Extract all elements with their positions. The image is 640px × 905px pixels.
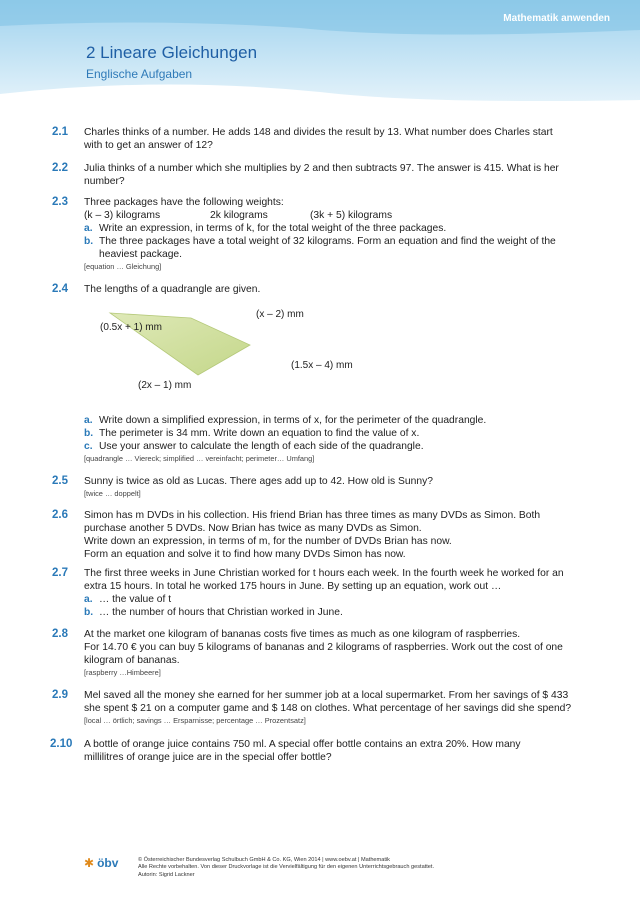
task-number: 2.4: [52, 283, 68, 295]
subtask-a: [84, 414, 584, 427]
glossary: [quadrangle … Viereck; simplified … vereinfacht; perimeter… Umfang]: [84, 454, 315, 463]
task-text-line: Form an equation and solve it to find how many DVDs Simon has now.: [84, 549, 406, 560]
task-number: 2.7: [52, 567, 68, 579]
quadrangle-diagram: [84, 305, 384, 405]
side-label-bottom: (2x – 1) mm: [138, 380, 192, 391]
copyright-notice: [138, 857, 434, 879]
task-text-line: The first three weeks in June Christian worked for t hours each week. In the fourth week he worked for an: [84, 568, 564, 579]
copyright-line: © Österreichischer Bundesverlag Schulbuch GmbH & Co. KG, Wien 2014 | www.oebv.at | Mathematik: [138, 857, 390, 863]
subtask-text: … the number of hours that Christian worked in June.: [99, 607, 343, 618]
task-number: 2.1: [52, 126, 68, 138]
task-text-line: At the market one kilogram of bananas costs five times as much as one kilogram of raspberries.: [84, 629, 521, 640]
task-number: 2.3: [52, 196, 68, 208]
subtask-text-line: heaviest package.: [99, 249, 183, 260]
side-label-right: (1.5x – 4) mm: [291, 360, 353, 371]
glossary: [local … örtlich; savings … Ersparnisse; percentage … Prozentsatz]: [84, 716, 306, 725]
weights-row: [84, 209, 584, 222]
task-number: 2.10: [50, 738, 73, 750]
task-text-line: Charles thinks of a number. He adds 148 and divides the result by 13. What number does Charles start: [84, 127, 553, 138]
subtask-a: [84, 593, 584, 606]
task-text-line: kilogram of bananas.: [84, 655, 180, 666]
weight-1: (k – 3) kilograms: [84, 210, 161, 221]
task-number: 2.2: [52, 162, 68, 174]
task-text-line: Simon has m DVDs in his collection. His friend Brian has three times as many DVDs as Simon. Both: [84, 510, 541, 521]
task-number: 2.5: [52, 475, 68, 487]
page-title: 2 Lineare Gleichungen: [86, 43, 258, 62]
task-number: 2.6: [52, 509, 68, 521]
subtask-text: Use your answer to calculate the length of each side of the quadrangle.: [99, 441, 424, 452]
logo-text: öbv: [97, 856, 119, 870]
side-label-top: (x – 2) mm: [256, 309, 304, 320]
task-text-line: A bottle of orange juice contains 750 ml. A special offer bottle contains an extra 20%. How many: [84, 739, 521, 750]
task-text-line: Write down an expression, in terms of m, for the number of DVDs Brian has now.: [84, 536, 452, 547]
subtask-text: The perimeter is 34 mm. Write down an equation to find the value of x.: [99, 428, 420, 439]
subtask-label: a.: [84, 415, 93, 426]
task-text-line: purchase another 5 DVDs. Now Brian has twice as many DVDs as Simon.: [84, 523, 422, 534]
copyright-line: Autorin: Sigrid Lackner: [138, 871, 195, 878]
subtask-label: c.: [84, 441, 93, 452]
task-text-line: extra 15 hours. In total he worked 175 hours in June. By setting up an equation, work out …: [84, 581, 502, 592]
subtask-b: [84, 606, 584, 619]
task-text-line: Sunny is twice as old as Lucas. There ages add up to 42. How old is Sunny?: [84, 476, 433, 487]
task-text-line: Mel saved all the money she earned for her summer job at a local supermarket. From her savings of $ 433: [84, 690, 569, 701]
quadrangle-shape: [84, 305, 384, 405]
subtask-text: Write down a simplified expression, in terms of x, for the perimeter of the quadrangle.: [99, 415, 487, 426]
task-number: 2.8: [52, 628, 68, 640]
subject-label: Mathematik anwenden: [503, 13, 610, 24]
glossary: [raspberry …Himbeere]: [84, 668, 161, 677]
task-number: 2.9: [52, 689, 68, 701]
task-text-line: with to get an answer of 12?: [84, 140, 213, 151]
subtask-a: [84, 222, 584, 235]
task-intro: Three packages have the following weights:: [84, 197, 284, 208]
copyright-line: Alle Rechte vorbehalten. Von dieser Druckvorlage ist die Vervielfältigung für den eigenen Unterrichtsgebrauch gestattet.: [138, 864, 435, 871]
subtask-text: Write an expression, in terms of k, for the total weight of the three packages.: [99, 223, 447, 234]
task-intro: The lengths of a quadrangle are given.: [84, 284, 261, 295]
weight-3: (3k + 5) kilograms: [310, 210, 393, 221]
side-label-left: (0.5x + 1) mm: [100, 322, 162, 333]
task-text-line: she spent $ 21 on a computer game and $ 148 on clothes. What percentage of her savings did she spend?: [84, 703, 572, 714]
footer: [0, 855, 640, 895]
subtask-label: a.: [84, 223, 93, 234]
subtask-text-line: The three packages have a total weight of 32 kilograms. Form an equation and find the weight of the: [99, 236, 556, 247]
subtask-b: [84, 235, 584, 261]
glossary: [twice … doppelt]: [84, 489, 141, 498]
task-text-line: millilitres of orange juice are in the special offer bottle?: [84, 752, 332, 763]
page-subtitle: Englische Aufgaben: [86, 67, 193, 81]
subtask-b: [84, 427, 584, 440]
weight-2: 2k kilograms: [210, 210, 268, 221]
task-text-line: For 14.70 € you can buy 5 kilograms of bananas and 2 kilograms of raspberries. Work out the cost of one: [84, 642, 563, 653]
task-text-line: Julia thinks of a number which she multiplies by 2 and then subtracts 97. The answer is 415. What is her: [84, 163, 559, 174]
glossary: [equation … Gleichung]: [84, 262, 162, 271]
subtask-text: … the value of t: [99, 594, 172, 605]
task-text-line: number?: [84, 176, 125, 187]
subtask-label: a.: [84, 594, 93, 605]
subtask-c: [84, 440, 584, 453]
subtask-label: b.: [84, 236, 94, 247]
subtask-label: b.: [84, 607, 94, 618]
publisher-logo: [84, 856, 118, 870]
logo-dots-icon: ✱: [84, 856, 95, 870]
subtask-label: b.: [84, 428, 94, 439]
